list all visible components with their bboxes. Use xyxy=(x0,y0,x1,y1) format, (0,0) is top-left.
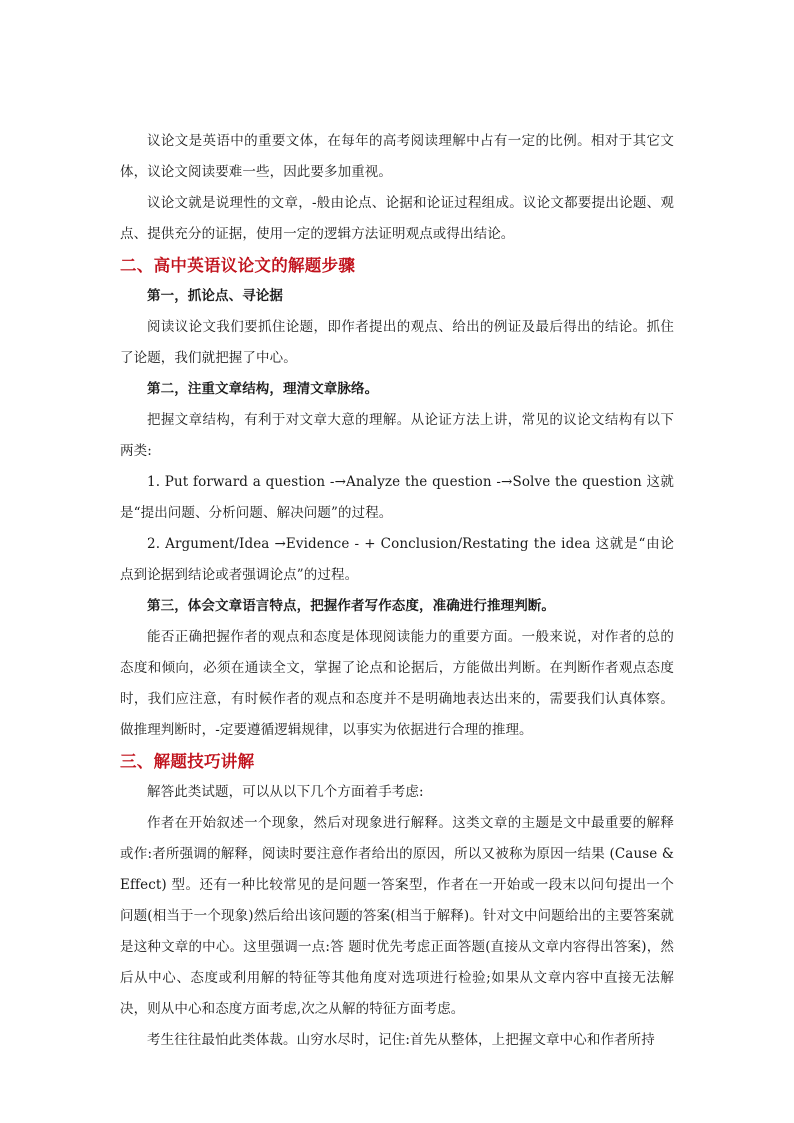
step-1-paragraph: 阅读议论文我们要抓住论题，即作者提出的观点、给出的例证及最后得出的结论。抓住了论题，我们就把握了中心。 xyxy=(120,319,674,366)
technique-intro: 解答此类试题，可以从以下几个方面着手考虑: xyxy=(147,784,424,800)
step-3-title: 第三，体会文章语言特点，把握作者写作态度，准确进行推理判断。 xyxy=(147,598,555,614)
structure-item-2: 2. Argument/Idea →Evidence - + Conclusion/Restating the idea 这就是“由论点到论据到结论或者强调论点”的过程。 xyxy=(120,536,674,583)
step-2-title: 第二，注重文章结构，理清文章脉络。 xyxy=(147,381,379,397)
step-1-title: 第一，抓论点、寻论据 xyxy=(147,288,283,304)
intro-paragraph-1: 议论文是英语中的重要文体，在每年的高考阅读理解中占有一定的比例。相对于其它文体，议论文阅读要难一些，因此要多加重视。 xyxy=(120,133,674,180)
section-heading-2: 二、高中英语议论文的解题步骤 xyxy=(120,256,356,275)
step-2-paragraph: 把握文章结构，有利于对文章大意的理解。从论证方法上讲，常见的议论文结构有以下两类: xyxy=(120,412,674,459)
technique-paragraph-2: 考生往往最怕此类体裁。山穷水尽时，记住:首先从整体，上把握文章中心和作者所持 xyxy=(147,1032,655,1048)
technique-paragraph-1: 作者在开始叙述一个现象，然后对现象进行解释。这类文章的主题是文中最重要的解释或作:者所强调的解释，阅读时要注意作者给出的原因，所以又被称为原因一结果 (Cause & Effect) 型。还有一种比较常见的是问题一答案型，作者在一开始或一段末以问句提出一个问题(相当于一个现象)然后给出该问题的答案(相当于解释)。针对文中问题给出的主要答案就是这种文章的中心。这里强调一点:答 题时优先考虑正面答题(直接从文章内容得出答案)，然后从中心、态度或利用解的特征等其他角度对选项进行检验;如果从文章内容中直接无法解决，则从中心和态度方面考虑,次之从解的特征方面考虑。 xyxy=(120,815,674,1017)
section-heading-3: 三、解题技巧讲解 xyxy=(120,752,255,771)
step-3-paragraph: 能否正确把握作者的观点和态度是体现阅读能力的重要方面。一般来说，对作者的总的态度和倾向，必须在通读全文，掌握了论点和论据后，方能做出判断。在判断作者观点态度时，我们应注意，有时候作者的观点和态度并不是明确地表达出来的，需要我们认真体察。做推理判断时，-定要遵循逻辑规律，以事实为依据进行合理的推理。 xyxy=(120,629,674,738)
intro-paragraph-2: 议论文就是说理性的文章，-般由论点、论据和论证过程组成。议论文都要提出论题、观点、提供充分的证据，使用一定的逻辑方法证明观点或得出结论。 xyxy=(120,195,674,242)
structure-item-1: 1. Put forward a question -→Analyze the question -→Solve the question 这就是“提出问题、分析问题、解决问题”的过程。 xyxy=(120,474,674,521)
